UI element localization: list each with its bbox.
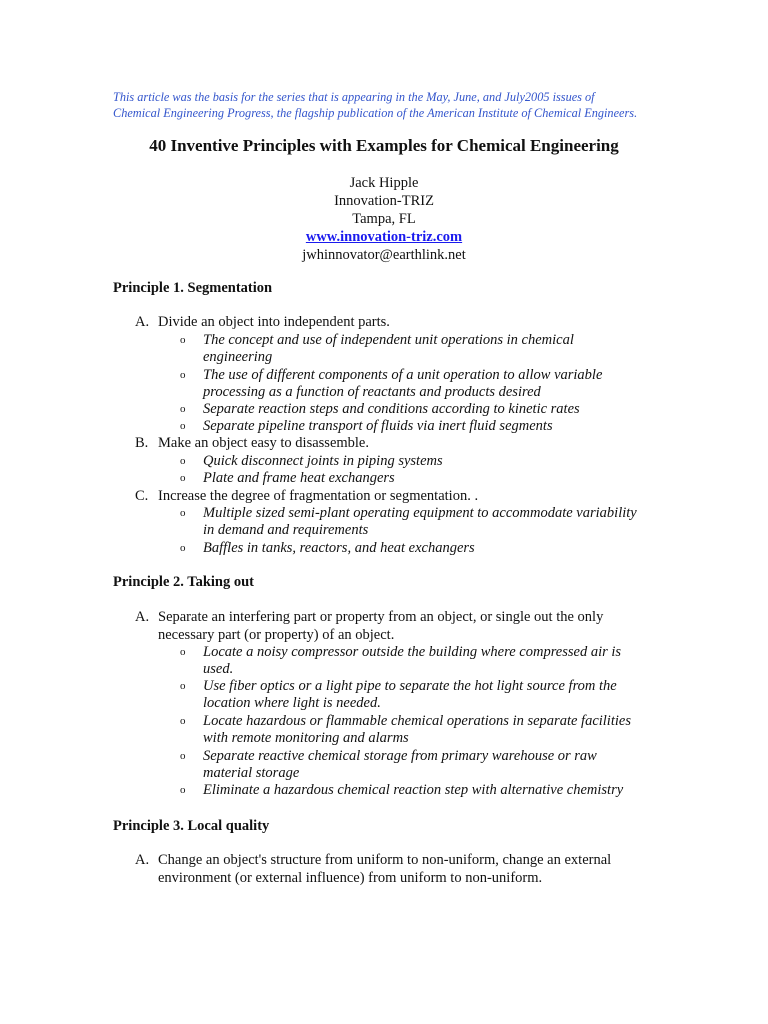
bullet-marker: o [180,784,186,796]
item-text: Separate an interfering part or property from an object, or single out the only [158,609,604,625]
item-letter: A. [135,314,150,330]
item-text: Change an object's structure from uniform to non-uniform, change an external [158,852,612,868]
sub-item-text: The concept and use of independent unit operations in chemical [203,332,574,348]
bullet-marker: o [180,646,186,658]
sub-item-text: Locate a noisy compressor outside the building where compressed air is [203,644,622,660]
sub-item-text: processing as a function of reactants and products desired [203,384,541,400]
sub-item-text: Baffles in tanks, reactors, and heat exchangers [203,540,475,556]
author-org: Innovation-TRIZ [334,193,434,209]
sub-item-text: Separate reaction steps and conditions according to kinetic rates [203,401,580,417]
item-text: Divide an object into independent parts. [158,314,390,330]
bullet-marker: o [180,455,186,467]
intro-note-line: This article was the basis for the series that is appearing in the May, June, and July2005 issues of [113,90,595,104]
bullet-marker: o [180,420,186,432]
item-text: Make an object easy to disassemble. [158,435,369,451]
principle-heading: Principle 3. Local quality [113,818,270,834]
bullet-marker: o [180,715,186,727]
website-link[interactable]: www.innovation-triz.com [305,229,463,245]
sub-item-text: used. [203,661,234,677]
principle-heading: Principle 2. Taking out [113,574,255,590]
author-block [0,174,768,264]
sub-item-text: Separate reactive chemical storage from primary warehouse or raw [203,748,597,764]
bullet-marker: o [180,403,186,415]
sub-item-text: Plate and frame heat exchangers [203,470,395,486]
bullet-marker: o [180,542,186,554]
item-letter: A. [135,609,150,625]
item-text: Increase the degree of fragmentation or segmentation. . [158,488,479,504]
sub-item-text: Eliminate a hazardous chemical reaction step with alternative chemistry [203,782,624,798]
bullet-marker: o [180,507,186,519]
sub-item-text: Separate pipeline transport of fluids via inert fluid segments [203,418,553,434]
sub-item-text: Locate hazardous or flammable chemical operations in separate facilities [203,713,631,729]
sub-item-text: Quick disconnect joints in piping systems [203,453,443,469]
bullet-marker: o [180,472,186,484]
item-text: necessary part (or property) of an object. [158,627,395,643]
bullet-marker: o [180,334,186,346]
author-name: Jack Hipple [349,175,419,191]
author-email: jwhinnovator@earthlink.net [302,247,466,263]
sub-item-text: Use fiber optics or a light pipe to separate the hot light source from the [203,678,617,694]
intro-note [113,90,713,121]
sub-item-text: The use of different components of a unit operation to allow variable [203,367,603,383]
sub-item-text: Multiple sized semi-plant operating equipment to accommodate variability [203,505,637,521]
bullet-marker: o [180,750,186,762]
intro-note-line: Chemical Engineering Progress, the flagship publication of the American Institute of Chemical Engineers. [113,105,638,120]
sub-item-text: material storage [203,765,300,781]
item-letter: B. [135,435,149,451]
author-location: Tampa, FL [352,211,416,227]
bullet-marker: o [180,680,186,692]
principle-heading: Principle 1. Segmentation [113,280,273,296]
sub-item-text: location where light is needed. [203,695,381,711]
bullet-marker: o [180,369,186,381]
sub-item-text: in demand and requirements [203,522,369,538]
item-letter: A. [135,852,150,868]
sub-item-text: engineering [203,349,273,365]
item-letter: C. [135,488,149,504]
item-text: environment (or external influence) from uniform to non-uniform. [158,870,543,886]
document-title: 40 Inventive Principles with Examples for Chemical Engineering [149,136,619,155]
sub-item-text: with remote monitoring and alarms [203,730,409,746]
